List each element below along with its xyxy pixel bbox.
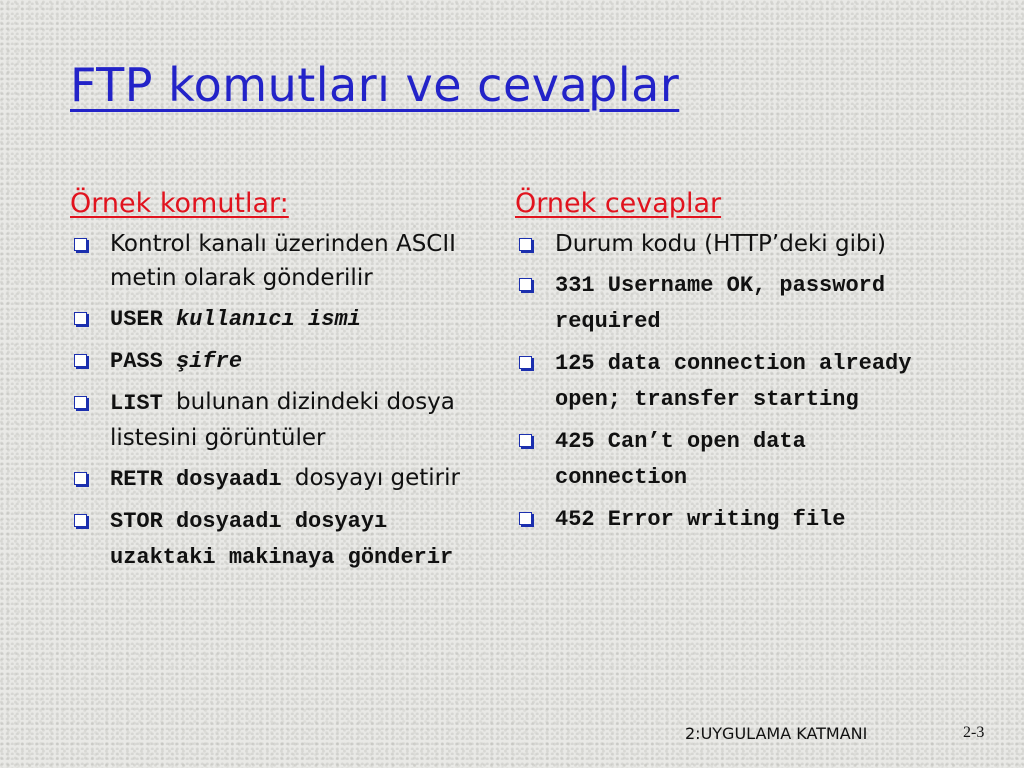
bullet-icon xyxy=(74,472,87,485)
bullet-icon xyxy=(519,278,532,291)
list-item xyxy=(515,227,915,261)
bullet-icon xyxy=(519,512,532,525)
list-item xyxy=(70,301,460,337)
page-number: 2-3 xyxy=(963,724,985,741)
list-item xyxy=(70,385,460,455)
item-text: bulunan dizindeki dosya listesini görüntüler xyxy=(110,389,455,451)
list-item xyxy=(515,345,915,417)
item-text: dosyayı getirir xyxy=(294,465,460,491)
list-item xyxy=(70,227,460,295)
commands-heading: Örnek komutlar: xyxy=(70,188,289,219)
item-text: Durum kodu (HTTP’deki gibi) xyxy=(555,231,886,257)
list-item xyxy=(70,461,460,497)
command-keyword: USER xyxy=(110,307,177,332)
footer-label: 2:UYGULAMA KATMANI xyxy=(685,724,868,743)
list-item xyxy=(515,423,915,495)
command-keyword: RETR dosyaadı xyxy=(110,467,295,492)
command-arg: şifre xyxy=(176,349,243,374)
command-keyword: PASS xyxy=(110,349,177,374)
replies-column xyxy=(515,188,915,543)
reply-code: 452 Error writing file xyxy=(555,507,846,532)
bullet-icon xyxy=(519,434,532,447)
list-item xyxy=(515,501,915,537)
reply-code: 331 Username OK, password required xyxy=(555,273,886,334)
bullet-icon xyxy=(519,238,532,251)
bullet-icon xyxy=(74,354,87,367)
bullet-icon xyxy=(74,514,87,527)
command-keyword: STOR dosyaadı dosyayı uzaktaki makinaya gönderir xyxy=(110,509,454,570)
reply-code: 425 Can’t open data connection xyxy=(555,429,806,490)
bullet-icon xyxy=(74,396,87,409)
bullet-icon xyxy=(74,312,87,325)
replies-heading: Örnek cevaplar xyxy=(515,188,722,219)
command-keyword: LIST xyxy=(110,391,177,416)
slide-title: FTP komutları ve cevaplar xyxy=(70,58,680,112)
list-item xyxy=(70,343,460,379)
command-arg: kullanıcı ismi xyxy=(176,307,361,332)
list-item xyxy=(70,503,460,575)
replies-list xyxy=(515,227,915,537)
commands-column xyxy=(70,188,460,581)
bullet-icon xyxy=(74,238,87,251)
reply-code: 125 data connection already open; transfer starting xyxy=(555,351,912,412)
bullet-icon xyxy=(519,356,532,369)
list-item xyxy=(515,267,915,339)
item-text: Kontrol kanalı üzerinden ASCII metin olarak gönderilir xyxy=(110,231,456,291)
commands-list xyxy=(70,227,460,575)
